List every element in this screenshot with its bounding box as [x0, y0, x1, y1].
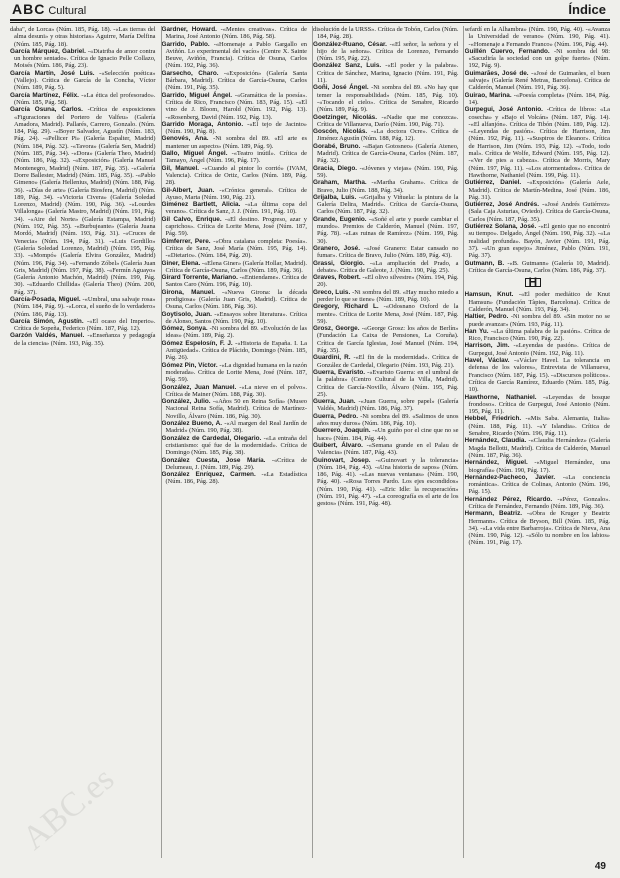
index-column-1 [10, 26, 156, 858]
entry-author: Haltier, Pedro. [464, 313, 509, 321]
index-entry [162, 435, 308, 457]
entry-author: Grosz, George. [313, 325, 360, 333]
index-entry [162, 274, 308, 289]
index-letter-h: H [525, 278, 542, 287]
entry-text: -«La última palabra de la pasión». Crítica de Rico, Francisco (Núm. 190, Pág. 22). [468, 327, 610, 343]
entry-author: Gregory, Richard L. [313, 303, 379, 311]
entry-text: sefardí en la Alhambra» (Núm. 190, Pág. 40). -«Avanza la Universidad de verano» (Núm. 190, Pág. 41). -«Homenaje a Fernando Franco» (Núm. 196, Pág. 44). [464, 26, 610, 48]
entry-text: -«Evaristo Guerra: en el umbral de la palabra» (Centro Cultural de la Villa, Madrid). Crítica de García-Novillo, Álvaro (Núm. 195, Pág. 25). [317, 368, 459, 398]
entry-text: -Ni sombra del 98: «Sacudiría la sociedad con un golpe fuerte» (Núm. 192, Pág. 9). [468, 47, 610, 70]
entry-text: -«Soñé el arte y puede cambiar el mundo». Premios de Calderón, Manuel (Núm. 197, Pág. 78). -«Las ruinas de Ramírez» (Núm. 199, Pág. 30). [317, 215, 459, 245]
index-entry [10, 106, 156, 296]
entry-author: Gurpegui, José Antonio. [464, 106, 543, 114]
entry-text: -«Bajan Gotosneo» (Galería Ateneo, Madrid). Crítica de García-Osuna, Carlos (Núm. 187, Pág. 32). [317, 142, 459, 165]
entry-author: Giménez Bartlett, Alicia. [161, 201, 241, 209]
entry-author: Graham, Martha. [313, 179, 367, 187]
entry-text: -«Miguel Hernández, una biografía» (Núm. 190, Pág. 17). [468, 459, 610, 474]
index-entry [313, 128, 459, 143]
entry-author: Girard Torrente, Mariano. [161, 274, 238, 282]
entry-author: Guimarães, José de. [464, 69, 529, 77]
index-entry [465, 459, 611, 474]
index-entry [465, 496, 611, 511]
entry-text: -«La conciencia romántica». Crítica de Colinas, Antonio (Núm. 196, Pág. 15). [468, 473, 610, 496]
index-entry [162, 384, 308, 399]
entry-text: -«Años 50 en Reina Sofía» (Museo Nacional Reina Sofía, Madrid). Crítica de Martínez-Novillo, Álvaro (Núm. 186, Pág. 30). [165, 398, 307, 420]
entry-author: Guardini, R. [313, 354, 351, 362]
index-entry [313, 245, 459, 260]
entry-text: -«B. Gutmann» (Galería 10, Madrid). Crítica de García-Osuna, Carlos (Núm. 186, Pág. 37). [468, 259, 610, 274]
entry-text: -Ni sombra del 89. «No hay que temer la responsabilidad» (Núm. 185, Pág. 10). -«Tocando el cielo». Crítica de Senabre, Ricardo (Núm. 189, Pág. 9). [317, 84, 459, 114]
index-entry [465, 201, 611, 223]
entry-author: Hernández Pérez, Ricardo. [464, 495, 553, 503]
index-entry [465, 510, 611, 546]
entry-text: -«El fin de la modernidad». Crítica de González de Cardedal, Olegario (Núm. 193, Pág. 21). [317, 354, 459, 369]
entry-author: González, Julio. [161, 398, 211, 406]
entry-author: Hermann, Beatriz. [464, 510, 523, 518]
entry-text: -Ni sombra del 89. «El arte es mantener un aspecto» (Núm. 189, Pág. 9). [165, 135, 307, 150]
index-column-3 [313, 26, 459, 858]
section-name: ABC [12, 1, 46, 17]
index-entry [162, 41, 308, 70]
entry-text: -Ni sombra del 89. «Evolución de las ideas» (Núm. 189, Pág. 2). [165, 325, 307, 340]
index-column-2 [162, 26, 308, 858]
entry-text: -«Obra de Kruger y Beatriz Hermann». Crítica de Bryson, Bill (Núm. 185, Pág. 34). -«La vida entre Barbarroja». Crítica de Nieva, Ana (Núm. 190, Pág. 12). -«Sólo tu nombre en los labios» (Núm. 191, Pág. 17). [468, 510, 610, 547]
index-entry [162, 216, 308, 238]
column-divider [312, 26, 313, 858]
entry-text: -«Mentes creativas». Crítica de Marina, José Antonio (Núm. 186, Pág. 58). [165, 26, 307, 41]
entry-text: -«Teatro inútil». Crítica de Tamayo, Ángel (Núm. 196, Pág. 17). [165, 150, 307, 165]
entry-text: -«El señor, la señora y el hijo de la señora». Crítica de Lorenzo, Fernando (Núm. 195, Pág. 22). [317, 40, 459, 63]
entry-author: González-Ruano, César. [313, 40, 387, 48]
entry-text: -«Cuando al pintor lo corrió» (IVAM, Valencia). Crítica de Ortiz, Carlos (Núm. 189, Pág. 28). [165, 164, 307, 187]
index-entry [162, 121, 308, 136]
entry-text: -«Claudia Hernández» (Galería Magda Bellotti, Madrid). Crítica de Calderón, Manuel (Núm. 187, Pág. 36). [468, 437, 610, 459]
header-rule-thin [10, 22, 610, 23]
entry-author: Guerra, Evaristo. [313, 368, 365, 376]
index-entry [162, 260, 308, 275]
entry-author: Gómez Espelosín, F. J. [161, 339, 233, 347]
entry-text: -«Exposición» (Galería Aele, Madrid). Crítica de Martín-Medina, José (Núm. 186, Pág. 31). [468, 179, 610, 201]
entry-text: -«El olivo silvestre» (Núm. 194, Pág. 20). [317, 274, 459, 289]
entry-text: -«Martha Graham». Crítica de Bravo, Julio (Núm. 188, Pág. 34). [317, 179, 459, 194]
index-entry [465, 291, 611, 313]
index-entry [313, 194, 459, 216]
index-entry [162, 92, 308, 121]
index-entry [10, 48, 156, 70]
entry-text: -«José Granero: Estar cansado no fumar». Crítica de Bravo, Julio (Núm. 189, Pág. 43). [317, 244, 459, 260]
page-number: 49 [594, 861, 606, 872]
entry-author: Grassi, Giorgio. [313, 259, 365, 267]
index-entry [313, 354, 459, 369]
index-entry [313, 442, 459, 457]
entry-author: Gutiérrez, Daniel. [464, 179, 522, 187]
entry-text: -«La última copa del verano». Crítica de Sanz, J. J. (Núm. 191, Pág. 10). [165, 201, 307, 216]
entry-author: Guibert, Álvaro. [313, 441, 363, 449]
section-subtitle: Cultural [48, 5, 87, 17]
index-entry [313, 143, 459, 165]
entry-text: disolución de la URSS». Crítica de Tobón, Carlos (Núm. 184, Pág. 28). [313, 26, 459, 41]
index-columns [10, 26, 610, 858]
entry-author: Grijalba, Luis. [313, 193, 357, 201]
index-entry [10, 318, 156, 333]
index-entry [313, 303, 459, 325]
entry-author: García-Posada, Miguel. [10, 295, 81, 303]
entry-text: -«Umbral, una salvaje rosa» (Núm. 184, Pág. 9). -«Lorca, el sueño de lo verdadero» (Núm. 186, Pág. 13). [14, 295, 156, 318]
entry-text: -«José Andrés Gutiérrez» (Sala Caja Asturias, Oviedo). Crítica de García-Osuna, Carlos (Núm. 187, Pág. 35). [468, 201, 610, 223]
entry-text: -«El genio que no encontró su tiempo». Delgado, Ángel (Núm. 190, Pág. 32). -«La realidad profunda». Bayón, Javier (Núm. 191, Pág. 37). -«Un gran espejo» Jiménez, Pablo (Núm. 191, Pág. 37). [468, 223, 610, 260]
entry-author: Genovés, Ana. [161, 135, 209, 143]
index-entry [162, 325, 308, 340]
entry-text: daba", de Lorca» (Núm. 185, Pág. 18). -«Las tierras del alma desuni» y otras historias» Aguirre, María Delfina (Núm. 185, Pág. 18). [10, 26, 156, 48]
entry-author: Hamsun, Knut. [464, 291, 514, 299]
entry-text: -«Crónica general». Crítica de Ayuso, Marta (Núm. 190, Pág. 21). [165, 186, 307, 201]
index-entry [465, 415, 611, 437]
entry-author: García Martínez, Félix. [10, 91, 79, 99]
index-column-4 [465, 26, 611, 858]
index-entry [465, 342, 611, 357]
entry-author: Guillén Cuervo, Fernando. [464, 47, 550, 55]
entry-author: Gallo, Miguel Ángel. [161, 150, 228, 158]
index-entry [313, 369, 459, 398]
watermark: ABC.es [15, 760, 122, 858]
entry-author: Hernández, Miguel. [464, 459, 528, 467]
entry-text: -Ni sombra del 89. «Salimos de unos años muy duros» (Núm. 186, Pág. 10). [317, 412, 459, 428]
entry-author: García Márquez, Gabriel. [10, 47, 86, 55]
entry-author: Gutiérrez, José Andrés. [464, 201, 539, 209]
section-title [12, 1, 86, 17]
entry-author: Garrido, Miguel Ángel. [161, 91, 233, 99]
entry-author: Garrido, Pablo. [161, 40, 210, 48]
entry-text: -«Jóvenes y viejas» (Núm. 190, Pág. 59). [317, 164, 459, 179]
entry-text: -«La entraña del cristianismo: qué fue de la modernidad». Crítica de Domingo (Núm. 185, Pág. 38). [165, 434, 307, 457]
entry-author: Havel, Václav. [464, 357, 510, 365]
entry-author: Greco, Luis. [313, 288, 351, 296]
entry-text: -«El ocaso del Imperio». Crítica de Sopeña, Federico (Núm. 187, Pág. 12). [14, 317, 156, 333]
index-entry [162, 165, 308, 187]
entry-author: Goscón, Nicolás. [313, 128, 368, 136]
entry-text: -«Enseñanza y pedagogía de la ciencia» (Núm. 193, Pág. 35). [14, 332, 156, 347]
entry-author: Hebbel, Friedrich. [464, 415, 522, 423]
entry-author: Han Yu. [464, 327, 489, 335]
index-entry [465, 48, 611, 70]
entry-text: -«Nueva Girona: la década prodigiosa» (Galería Juan Gris, Madrid). Crítica de Osuna, Carlos (Núm. 186, Pág. 36). [165, 288, 307, 311]
entry-author: García Simón, Agustín. [10, 317, 84, 325]
entry-text: -«La dignidad humana en la razón moderada». Crítica de Lorite Mena, José (Núm. 187, Pág. 59). [165, 361, 307, 384]
index-entry [313, 325, 459, 354]
entry-author: Guinovart, Josep. [313, 456, 371, 464]
entry-text: -«Nadie que me conozca». Crítica de Villanueva, Darío (Núm. 190, Pág. 71). [317, 113, 459, 128]
index-entry [162, 135, 308, 150]
entry-author: Gómez, Sonya. [161, 325, 208, 333]
entry-text: -«Leyendas de pasión». Crítica de Gurpegui, José Antonio (Núm. 192, Pág. 11). [468, 342, 610, 357]
entry-text: -«Elena Giner» (Galería Hollar, Madrid). Crítica de García-Osuna, Carlos (Núm. 189, Pág. 36). [165, 259, 307, 274]
entry-text: -«José de Guimarães, el buen salvaje» (Galería René Metras, Barcelona). Crítica de Calderón, Manuel (Núm. 191, Pág. 36). [468, 69, 610, 92]
entry-text: -«Gramática de la poesía». Crítica de Rico, Francisco (Núm. 183, Pág. 15). -«El vino de J. Bloom, Harold (Núm. 192, Pág. 13). -«Rosenberg, David (Núm. 192, Pág. 13). [165, 91, 307, 121]
entry-author: García Martín, José Luis. [10, 69, 95, 77]
column-divider [161, 26, 162, 858]
index-entry [162, 150, 308, 165]
index-entry [313, 41, 459, 63]
entry-author: Garzón Valdés, Manuel. [10, 332, 85, 340]
entry-author: Granero, José. [313, 244, 361, 252]
entry-text: -«El poder y la palabra». Crítica de Sánchez, Marina, Ignacio (Núm. 191, Pág. 11). [317, 62, 459, 85]
entry-author: Gil-Albert, Juan. [161, 186, 215, 194]
index-entry [313, 427, 459, 442]
index-entry [313, 457, 459, 508]
entry-author: Giner, Elena. [161, 259, 201, 267]
entry-author: Grande, Eugenio. [313, 215, 367, 223]
entry-text: -Crítica de exposiciones «Figuraciones del Portero de Valfeu» (Galería Amadora, Madrid). Pallarés, Carrero, Gonzalo. (Núm. 184, Pág. 29). -«Boyer Salvador, Agustín (Núm. 183, Pág. 24). -«Pellicer Pi» (Galería Espalter, Madrid) (Núm. 184, Pág. 32). -«Tavora» (Galería Sen, Madrid) (Núm. 185, Pág. 34). -«Dora» (Galería Theo, Madrid) (Núm. 186, Pág. 32). -«Exposición» (Galería Manuel Montenegro, Madrid) (Núm. 187, Pág. 35). -«Galería Dorre Ballester, Madrid) (Núm. 185, Pág. 35). -«Pablo Gimeno» (Galería Hellenius, Madrid) (Núm. 188, Pág. 36). -«Días de arte» (Galería Biosfera, Madrid) (Núm. 189, Pág. 34). -«Victoria Civera» (Galería Soledad Lorenzo, Madrid) (Núm. 190, Pág. 36). -«Lourdes Villalonga» (Galería Mastro, Madrid) (Núm. 191, Pág. 34). -«Aire del Norte» (Galería Estampa, Madrid) (Núm. 192, Pág. 35). -«Burbujeante» (Galería Juana Mordó, Madrid) (Núm. 193, Pág. 31). -«Cruces de Venecia» (Núm. 194, Pág. 31). -«Luis Gordillo» (Galería Soledad Lorenzo, Madrid) (Núm. 195, Pág. 33). -«Mompó» (Galería Elvira González, Madrid) (Núm. 196, Pág. 34). -«Fernando Zóbel» (Galería Juan Gris, Madrid) (Núm. 197, Pág. 38). -«Fermín Aguayo» (Galería Antonio Machón, Madrid) (Núm. 199, Pág. 30). -«Eduardo Chillida» (Galería Theo) (Núm. 200, Pág. 37). [14, 106, 156, 296]
entry-text: -Ni sombra del 89. «Sin motor no se puede avanzar» (Núm. 193, Pág. 11). [468, 313, 610, 328]
index-entry [162, 289, 308, 311]
index-entry [10, 296, 156, 318]
entry-text: -«Entiendame». Crítica de Santos Caro (Núm. 196, Pág. 10). [165, 274, 307, 289]
index-entry [465, 26, 611, 48]
entry-text: -«Pérez, Gonzalo». Crítica de Fernández, Fernando (Núm. 189, Pág. 36). [468, 495, 610, 510]
entry-text: -«Diatriba de amor contra un hombre sentado». Crítica de Ignacio Pelle Collazo, Moisés (Núm. 186, Pág. 23). [14, 47, 156, 70]
index-heading: Índice [568, 2, 606, 17]
entry-author: González Enríquez, Carmen. [161, 471, 256, 479]
entry-text: -«Exposición» (Galería Santa Bárbara, Madrid). Crítica de García-Osuna, Carlos (Núm. 191, Pág. 35). [165, 69, 307, 92]
entry-text: -«Václav Havel. La tolerancia en defensa de los valores», Entrevista de Villanueva, Francisco (Núm. 187, Pág. 15). -«Discursos políticos». Crítica de García Ramírez, Eduardo (Núm. 185, Pág. 10). [468, 357, 610, 394]
entry-author: Guerra, Juan. [313, 398, 356, 406]
entry-text: -«Obra catalana completa: Poesía». Crítica de Sanz, José María (Núm. 195, Pág. 14). -«Dietario». (Núm. 184, Pág. 20). [165, 237, 307, 260]
index-entry [313, 26, 459, 41]
entry-text: -«Poesía completa» (Núm. 184, Pág. 14). [468, 91, 610, 106]
index-entry [162, 420, 308, 435]
index-entry [313, 165, 459, 180]
index-entry [10, 92, 156, 107]
index-entry [162, 70, 308, 92]
index-entry [313, 114, 459, 129]
index-entry [465, 106, 611, 179]
index-entry [313, 398, 459, 413]
entry-text: -«Al margen del Real Jardín de Madrid» (Núm. 190, Pág. 38). [165, 420, 307, 435]
entry-text: -«Historia de España. I. La Antigüedad». Crítica de Plácido, Domingo (Núm. 185, Pág. 26). [165, 339, 307, 362]
entry-text: -«Odosnano Oxford de la mente». Crítica de Lorite Mena, José (Núm. 187, Pág. 59). [317, 303, 459, 325]
index-entry [10, 332, 156, 347]
page-header [0, 0, 620, 20]
entry-text: -«Selección poética» (Vallejo). Crítica de García de la Concha, Víctor (Núm. 189, Pág. 5). [14, 69, 156, 92]
entry-author: Guerrero, Joaquín. [313, 427, 371, 435]
index-entry [465, 223, 611, 259]
index-entry [313, 274, 459, 289]
entry-author: González Bueno, A. [161, 420, 223, 428]
index-entry [465, 179, 611, 201]
index-entry [465, 437, 611, 459]
index-entry [162, 471, 308, 486]
index-entry [465, 70, 611, 92]
entry-text: -«Ensayos sobre literatura». Crítica de Alonso, Santos (Núm. 190, Pág. 10). [165, 310, 307, 325]
entry-text: -Ni sombra del 89. «Hay mucho miedo a perder lo que se tiene» (Núm. 189, Pág. 10). [317, 288, 459, 303]
entry-author: Gorabé, Bruno. [313, 142, 361, 150]
entry-text: -«Homenaje a Pablo Gargallo en Aviñón. Lo experimental del vacío» (Centre X. Sainte Beuve, Aviñón, Francia). Crítica de Osuna, Carlos (Núm. 192, Pág. 36). [165, 40, 307, 70]
entry-text: -«El poder mediático de Knut Hamsun» (Fundación Tàpies, Barcelona). Crítica de Calderón, Manuel (Núm. 193, Pág. 34). [468, 291, 610, 313]
entry-author: González Cuesta, Jose María. [161, 456, 266, 464]
index-entry [162, 201, 308, 216]
index-entry [162, 457, 308, 472]
index-entry [465, 313, 611, 328]
entry-text: -«La nieve en el polvo». Crítica de Mainer (Núm. 188, Pág. 30). [165, 383, 307, 398]
entry-author: Girona, Manuel. [161, 288, 215, 296]
entry-text: -«Mis Saba. Alemania, Italia» (Núm. 188, Pág. 11). -«Y Islandia». Crítica de Senabre, Ricardo (Núm. 196, Pág. 11). [468, 415, 610, 438]
entry-text: -«La doctora Ocre». Crítica de Jiménez Agustín (Núm. 188, Pág. 12). [317, 128, 459, 143]
entry-text: -«Semana grande en el Palau de Valencia» (Núm. 187, Pág. 43). [317, 441, 459, 457]
index-entry [313, 216, 459, 245]
entry-author: Guirao, Marina. [464, 91, 512, 99]
entry-author: Guerra, Pedro. [313, 412, 359, 420]
entry-author: Graves, Robert. [313, 274, 361, 282]
index-entry [10, 70, 156, 92]
entry-author: Hernández, Claudia. [464, 437, 527, 445]
index-entry [10, 26, 156, 48]
entry-author: González de Cardedal, Olegario. [161, 434, 262, 442]
entry-author: Goñi, José Ángel. [313, 84, 369, 92]
index-entry [313, 62, 459, 84]
entry-author: Goetzinger, Nicolás. [313, 113, 378, 121]
entry-author: Gardner, Howard. [161, 26, 217, 33]
entry-text: -«Crítica de Delumeau, J. (Núm. 189, Pág. 29). [165, 456, 307, 471]
index-entry [162, 26, 308, 41]
index-entry [465, 328, 611, 343]
entry-text: -«Un guiño por el cine que no se hace» (Núm. 184, Pág. 44). [317, 427, 459, 442]
entry-text: -Crítica de libros: «La cosecha» y «Bajo el Volcán» (Núm. 187, Pág. 14). -«El alfanjón». Crítica de Tibón (Núm. 189, Pág. 12). -«Leyendas de pasión». Crítica de Harrison, Jim (Núm. 192, Pág. 11). -«Suspiros de Eleanor». Crítica de Harrison, Jim (Núm. 193, Pág. 12). -«Todo, todo mal». Crítica de Wolfe, Edward (Núm. 195, Pág. 12). -«Ver de pies a cabeza». Crítica de Morris, Mary (Núm. 197, Pág. 11). -«Los atormentados». Crítica de Hawthorne, Nathaniel (Núm. 199, Pág. 11). [468, 106, 610, 179]
index-entry [465, 474, 611, 496]
index-entry [162, 340, 308, 362]
entry-author: González, Juan Manuel. [161, 383, 237, 391]
index-entry [162, 398, 308, 420]
entry-text: -«La ampliación del Prado, a debate». Crítica de Galeote, J. (Núm. 190, Pág. 25). [317, 259, 459, 274]
entry-text: -«Juan Guerra, sobre papel» (Galería Valdés, Madrid) (Núm. 186, Pág. 37). [317, 398, 459, 413]
index-entry [465, 260, 611, 275]
entry-author: Gracia, Diego. [313, 164, 358, 172]
entry-author: Gutiérrez Solana, José. [464, 223, 537, 231]
index-entry [162, 311, 308, 326]
index-entry [162, 362, 308, 384]
entry-author: Garrido Moraga, Antonio. [161, 120, 244, 128]
entry-author: Gimferrer, Pere. [161, 237, 211, 245]
index-entry [465, 394, 611, 416]
entry-author: Hawthorne, Nathaniel. [464, 393, 537, 401]
entry-author: Gil, Manuel. [161, 164, 200, 172]
entry-text: -«Guinovart y la tolerancia» (Núm. 184, Pág. 43). -«Una historia de sapos» (Núm. 186, Pág. 41). -«Las nuevas ventanas» (Núm. 190, Pág. 40). -«Rosa Torres Pardo. Los ejes escondidos» (Núm. 190, Pág. 41). -«Eric Idle: la recuperación» (Núm. 191, Pág. 47). -«La coreografía es el arte de los gestos» (Núm. 191, Pág. 48). [317, 456, 459, 508]
entry-text: -«George Grosz: los años de Berlín» (Fundación La Caixa de Pensiones, La Coruña). Crítica de García Iglesias, José Manuel (Núm. 194, Pág. 35). [317, 325, 459, 355]
index-entry [313, 413, 459, 428]
column-divider [463, 26, 464, 858]
entry-author: Gil Calvo, Enrique. [161, 215, 222, 223]
entry-author: Gutmann, B. [464, 259, 505, 267]
entry-author: Garsecho, Charo. [161, 69, 219, 77]
entry-text: -«La ética del profesorado». (Núm. 185, Pág. 58). [14, 91, 156, 106]
index-entry [313, 260, 459, 275]
entry-text: -«El tejo de Jacinto» (Núm. 190, Pág. 8). [165, 120, 307, 136]
entry-author: Gómez Pin, Víctor. [161, 361, 218, 369]
entry-text: -«Grijalba y Viñuela: la pintura de la Galería Delira, Madrid». Crítica de García-Osuna, Carlos (Núm. 187, Pág. 32). [317, 193, 459, 216]
index-entry [465, 92, 611, 107]
index-entry [313, 289, 459, 304]
entry-author: García Osuna, Carlos. [10, 106, 83, 114]
entry-author: Harrison, Jim. [464, 342, 510, 350]
header-rule [10, 19, 610, 21]
entry-author: González Sanz, Luis. [313, 62, 382, 70]
entry-text: -«La Estadística (Núm. 186, Pág. 28). [165, 471, 307, 486]
index-entry [313, 84, 459, 113]
index-entry [162, 238, 308, 260]
entry-author: Goytisolo, Juan. [161, 310, 212, 318]
entry-text: -«El destino. Progreso, azar y caprichos». Crítica de Lorite Mena, José (Núm. 187, Pág. 59). [165, 215, 307, 238]
index-entry [313, 179, 459, 194]
entry-author: Hernández-Pacheco, Javier. [464, 473, 556, 481]
index-entry [162, 187, 308, 202]
entry-text: -«Leyendas de bosque frondoso». Crítica de Gurpegui, José Antonio (Núm. 195, Pág. 11). [468, 393, 610, 416]
index-entry [465, 357, 611, 393]
